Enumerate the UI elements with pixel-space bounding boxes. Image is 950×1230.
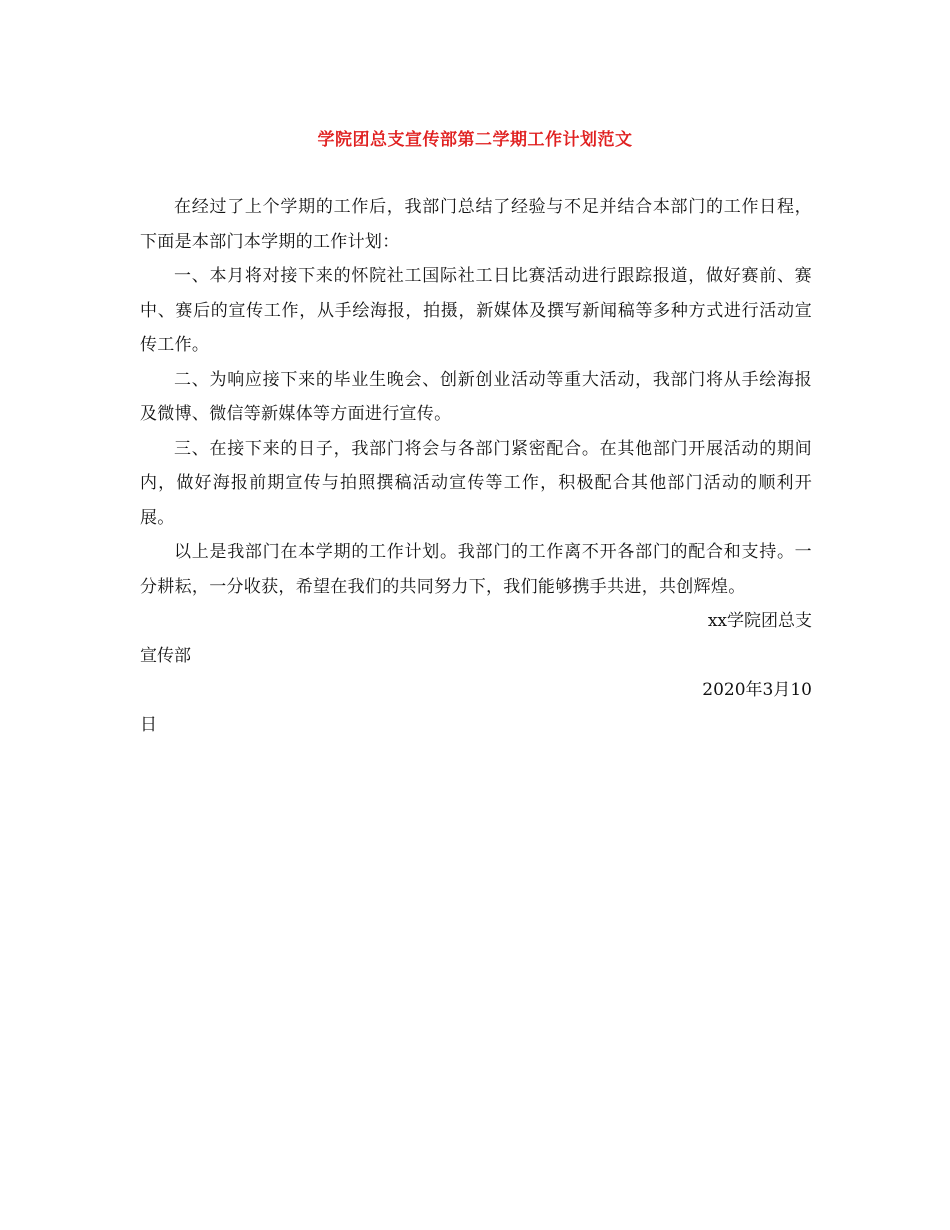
paragraph-closing: 以上是我部门在本学期的工作计划。我部门的工作离不开各部门的配合和支持。一分耕耘，一分收获，希望在我们的共同努力下，我们能够携手共进，共创辉煌。 [140, 542, 812, 597]
document-title: 学院团总支宣传部第二学期工作计划范文 [317, 130, 633, 150]
paragraph-intro: 在经过了上个学期的工作后，我部门总结了经验与不足并结合本部门的工作日程，下面是本部门本学期的工作计划： [140, 197, 812, 252]
signature-date-line2: 日 [140, 714, 157, 735]
document-body [140, 190, 812, 742]
paragraph-item-2: 二、为响应接下来的毕业生晚会、创新创业活动等重大活动，我部门将从手绘海报及微博、微信等新媒体等方面进行宣传。 [140, 369, 812, 424]
paragraph-item-3: 三、在接下来的日子，我部门将会与各部门紧密配合。在其他部门开展活动的期间内，做好海报前期宣传与拍照撰稿活动宣传等工作，积极配合其他部门活动的顺利开展。 [140, 438, 812, 528]
signature-org-line2: 宣传部 [140, 645, 191, 666]
paragraph-item-1: 一、本月将对接下来的怀院社工国际社工日比赛活动进行跟踪报道，做好赛前、赛中、赛后的宣传工作，从手绘海报，拍摄，新媒体及撰写新闻稿等多种方式进行活动宣传工作。 [140, 266, 812, 355]
signature-date-line1: 2020年3月10 [702, 680, 812, 700]
signature-org-line1: xx学院团总支 [707, 611, 812, 631]
